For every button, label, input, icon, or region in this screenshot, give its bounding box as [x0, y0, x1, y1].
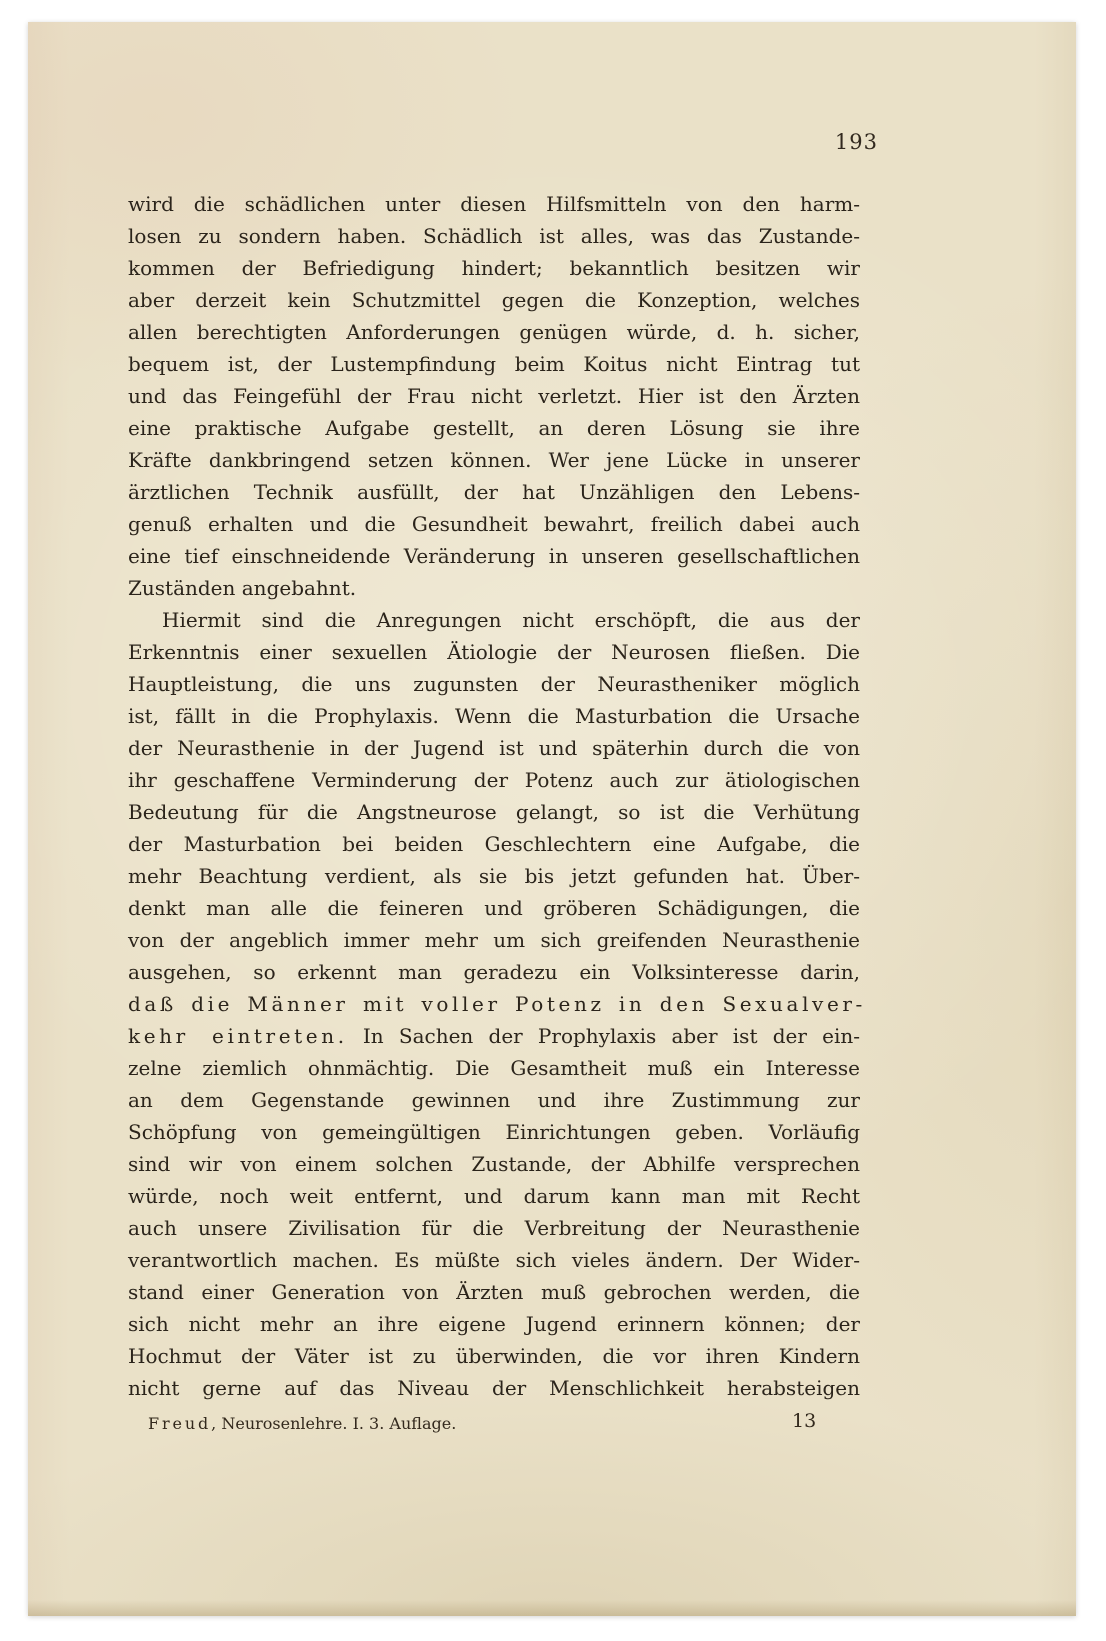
text-segment: ihr geschaffene Verminderung der Potenz auch zur ätiologischen	[128, 768, 860, 792]
text-line	[128, 188, 860, 220]
text-line	[128, 764, 860, 796]
text-line	[128, 700, 860, 732]
text-line	[128, 316, 860, 348]
text-segment: ausgehen, so erkennt man geradezu ein Volksinteresse darin,	[128, 960, 860, 984]
text-line	[128, 1020, 860, 1052]
signature-number: 13	[792, 1410, 817, 1432]
text-segment: Hochmut der Väter ist zu überwinden, die vor ihren Kindern	[128, 1344, 860, 1368]
text-line	[128, 668, 860, 700]
text-line	[128, 476, 860, 508]
text-segment: aber derzeit kein Schutzmittel gegen die Konzeption, welches	[128, 288, 860, 312]
text-line	[128, 380, 860, 412]
text-line	[128, 508, 860, 540]
text-segment: mehr Beachtung verdient, als sie bis jetzt gefunden hat. Über-	[128, 864, 860, 888]
text-segment: und das Feingefühl der Frau nicht verletzt. Hier ist den Ärzten	[128, 384, 860, 408]
letterspaced-emphasis-text: kehr eintreten.	[128, 1024, 348, 1048]
text-segment: sich nicht mehr an ihre eigene Jugend erinnern können; der	[128, 1312, 860, 1336]
text-segment: wird die schädlichen unter diesen Hilfsmitteln von den harm-	[128, 192, 860, 216]
text-segment: stand einer Generation von Ärzten muß gebrochen werden, die	[128, 1280, 860, 1304]
text-segment: der Masturbation bei beiden Geschlechtern eine Aufgabe, die	[128, 832, 860, 856]
text-line	[128, 1340, 860, 1372]
text-segment: von der angeblich immer mehr um sich greifenden Neurasthenie	[128, 928, 860, 952]
text-segment: bequem ist, der Lustempfindung beim Koitus nicht Eintrag tut	[128, 352, 860, 376]
text-line	[128, 1372, 860, 1404]
text-line	[128, 1244, 860, 1276]
text-segment: kommen der Befriedigung hindert; bekanntlich besitzen wir	[128, 256, 860, 280]
text-line	[128, 988, 866, 1020]
letterspaced-emphasis-text: Freud	[148, 1414, 212, 1433]
text-segment: auch unsere Zivilisation für die Verbreitung der Neurasthenie	[128, 1216, 860, 1240]
text-line	[128, 1180, 860, 1212]
text-segment: verantwortlich machen. Es müßte sich vieles ändern. Der Wider-	[128, 1248, 860, 1272]
text-line	[128, 956, 860, 988]
text-segment: nicht gerne auf das Niveau der Menschlichkeit herabsteigen	[128, 1376, 860, 1400]
text-line	[128, 796, 860, 828]
text-segment: Hauptleistung, die uns zugunsten der Neurastheniker möglich	[128, 672, 860, 696]
text-segment: In Sachen der Prophylaxis aber ist der ein-	[347, 1024, 860, 1048]
text-line	[128, 284, 860, 316]
text-segment: allen berechtigten Anforderungen genügen würde, d. h. sicher,	[128, 320, 860, 344]
text-line	[128, 860, 860, 892]
text-line	[128, 252, 860, 284]
text-line	[128, 636, 860, 668]
page-number: 193	[834, 130, 878, 154]
text-segment: ärztlichen Technik ausfüllt, der hat Unzähligen den Lebens-	[128, 480, 860, 504]
text-segment: denkt man alle die feineren und gröberen Schädigungen, die	[128, 896, 860, 920]
text-line	[128, 348, 860, 380]
text-line	[128, 924, 860, 956]
text-segment: eine praktische Aufgabe gestellt, an deren Lösung sie ihre	[128, 416, 860, 440]
text-line	[128, 828, 860, 860]
body-text	[128, 188, 866, 1404]
text-line	[128, 412, 860, 444]
text-line	[128, 1148, 860, 1180]
paper-sheet	[28, 22, 1076, 1616]
letterspaced-emphasis-text: daß die Männer mit voller Potenz in den Sexualver-	[128, 992, 866, 1016]
text-line	[128, 220, 860, 252]
text-line	[128, 1116, 860, 1148]
text-segment: Schöpfung von gemeingültigen Einrichtungen geben. Vorläufig	[128, 1120, 860, 1144]
footer-citation	[148, 1414, 456, 1433]
text-line	[128, 732, 860, 764]
text-segment: eine tief einschneidende Veränderung in unseren gesellschaftlichen	[128, 544, 860, 568]
text-segment: würde, noch weit entfernt, und darum kann man mit Recht	[128, 1184, 860, 1208]
text-segment: der Neurasthenie in der Jugend ist und späterhin durch die von	[128, 736, 860, 760]
text-line	[128, 572, 860, 604]
text-segment: Kräfte dankbringend setzen können. Wer jene Lücke in unserer	[128, 448, 860, 472]
text-line	[128, 1084, 860, 1116]
text-segment: , Neurosenlehre. I. 3. Auflage.	[211, 1414, 457, 1433]
text-line	[128, 604, 860, 636]
text-segment: genuß erhalten und die Gesundheit bewahrt, freilich dabei auch	[128, 512, 860, 536]
text-line	[128, 1052, 860, 1084]
text-segment: an dem Gegenstande gewinnen und ihre Zustimmung zur	[128, 1088, 860, 1112]
text-line	[128, 1212, 860, 1244]
text-segment: Zuständen angebahnt.	[128, 576, 357, 600]
text-segment: zelne ziemlich ohnmächtig. Die Gesamtheit muß ein Interesse	[128, 1056, 860, 1080]
text-segment: Bedeutung für die Angstneurose gelangt, so ist die Verhütung	[128, 800, 860, 824]
text-line	[128, 444, 860, 476]
text-segment: Hiermit sind die Anregungen nicht erschöpft, die aus der	[162, 608, 860, 632]
text-segment: Erkenntnis einer sexuellen Ätiologie der Neurosen fließen. Die	[128, 640, 860, 664]
text-segment: ist, fällt in die Prophylaxis. Wenn die Masturbation die Ursache	[128, 704, 860, 728]
text-line	[128, 892, 860, 924]
text-segment: losen zu sondern haben. Schädlich ist alles, was das Zustande-	[128, 224, 860, 248]
text-line	[128, 1276, 860, 1308]
text-segment: sind wir von einem solchen Zustande, der Abhilfe versprechen	[128, 1152, 860, 1176]
text-line	[128, 1308, 860, 1340]
text-line	[128, 540, 860, 572]
